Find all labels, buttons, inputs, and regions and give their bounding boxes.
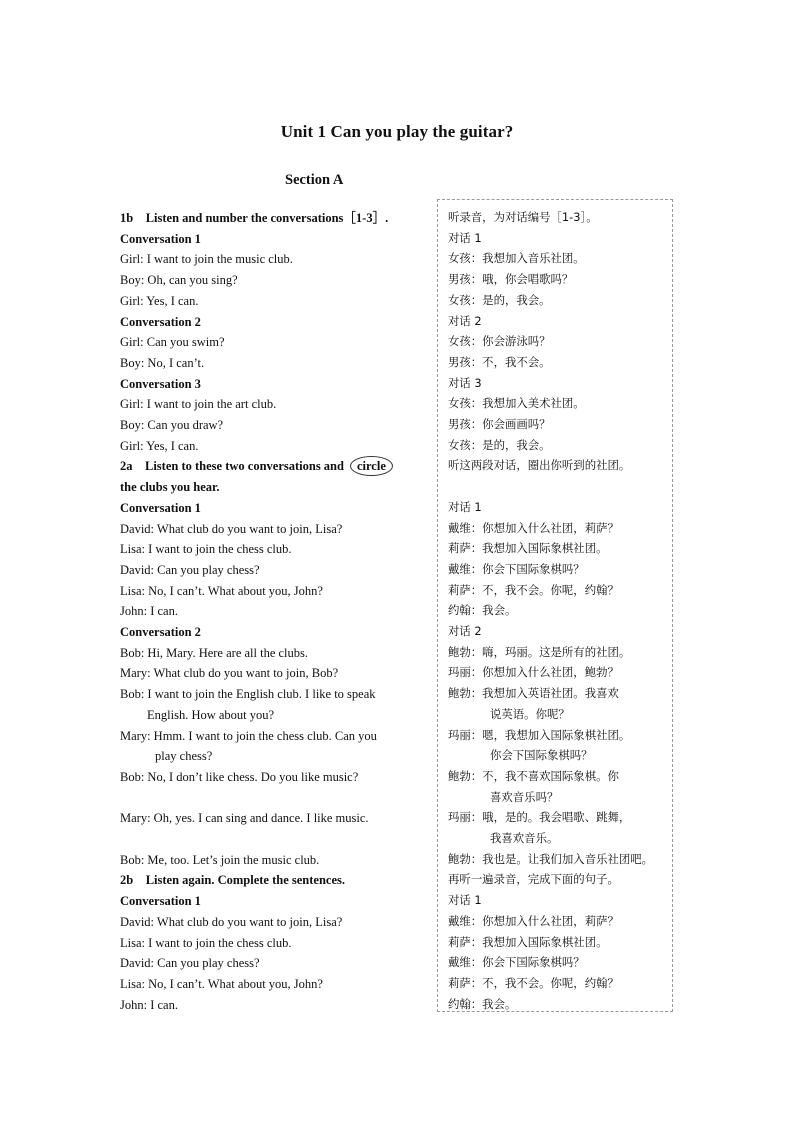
dialogue-line: Boy: Can you draw?	[120, 418, 224, 433]
dialogue-line: Lisa: I want to join the chess club.	[120, 542, 292, 557]
dialogue-line-cn: 女孩：是的，我会。	[448, 437, 551, 452]
dialogue-line-cn: 戴维：你会下国际象棋吗？	[448, 561, 585, 576]
dialogue-line: Girl: Can you swim?	[120, 335, 225, 350]
exercise-2a-translation: 听这两段对话，圈出你听到的社团。	[448, 458, 631, 473]
dialogue-line-cn: 戴维：你想加入什么社团，莉萨？	[448, 520, 619, 535]
dialogue-line-cn-continued: 喜欢音乐吗？	[490, 789, 559, 804]
exercise-2a-continuation: the clubs you hear.	[120, 480, 220, 495]
dialogue-line: Girl: I want to join the music club.	[120, 252, 293, 267]
spacer	[120, 829, 432, 850]
dialogue-line-cn: 鲍勃：我也是。让我们加入音乐社团吧。	[448, 851, 654, 866]
conversation-heading-cn: 对话 1	[448, 499, 482, 514]
dialogue-line: Bob: I want to join the English club. I like to speak	[120, 687, 376, 702]
exercise-2b-translation: 再听一遍录音，完成下面的句子。	[448, 872, 619, 887]
dialogue-line: Bob: No, I don’t like chess. Do you like music?	[120, 769, 359, 784]
spacer	[448, 476, 672, 497]
dialogue-line: David: Can you play chess?	[120, 562, 260, 577]
dialogue-line: Boy: Oh, can you sing?	[120, 273, 238, 288]
exercise-2a-instruction	[120, 456, 432, 477]
dialogue-line: Girl: Yes, I can.	[120, 438, 199, 453]
dialogue-line-continued: English. How about you?	[147, 707, 275, 722]
dialogue-line: Lisa: No, I can’t. What about you, John?	[120, 976, 323, 991]
dialogue-line-cn: 女孩：你会游泳吗？	[448, 334, 551, 349]
conversation-heading-cn: 对话 1	[448, 230, 482, 245]
conversation-heading-cn: 对话 3	[448, 375, 482, 390]
dialogue-line: Mary: Hmm. I want to join the chess club. Can you	[120, 728, 377, 743]
dialogue-line: Bob: Hi, Mary. Here are all the clubs.	[120, 645, 309, 660]
dialogue-line-cn: 玛丽：你想加入什么社团，鲍勃？	[448, 665, 619, 680]
dialogue-line-cn: 鲍勃：不，我不喜欢国际象棋。你	[448, 768, 619, 783]
dialogue-line: Bob: Me, too. Let’s join the music club.	[120, 852, 320, 867]
conversation-heading-cn: 对话 2	[448, 624, 482, 639]
conversation-heading: Conversation 1	[120, 894, 201, 909]
dialogue-line-cn: 戴维：你会下国际象棋吗？	[448, 955, 585, 970]
conversation-heading: Conversation 2	[120, 625, 201, 640]
dialogue-line: David: What club do you want to join, Lisa?	[120, 914, 343, 929]
section-heading: Section A	[285, 172, 344, 188]
dialogue-line: Girl: Yes, I can.	[120, 293, 199, 308]
dialogue-line: Mary: What club do you want to join, Bob?	[120, 666, 339, 681]
exercise-2a-text: 2a Listen to these two conversations and	[120, 459, 344, 474]
dialogue-line: Lisa: I want to join the chess club.	[120, 935, 292, 950]
dialogue-line-cn: 女孩：我想加入美术社团。	[448, 396, 585, 411]
dialogue-line-cn: 鲍勃：我想加入英语社团。我喜欢	[448, 686, 619, 701]
dialogue-line: David: Can you play chess?	[120, 956, 260, 971]
dialogue-line: Mary: Oh, yes. I can sing and dance. I like music.	[120, 811, 369, 826]
dialogue-line-cn: 莉萨：我想加入国际象棋社团。	[448, 934, 608, 949]
dialogue-line-cn: 男孩：哦，你会唱歌吗？	[448, 272, 574, 287]
dialogue-line: Girl: I want to join the art club.	[120, 397, 277, 412]
dialogue-line-cn: 戴维：你想加入什么社团，莉萨？	[448, 913, 619, 928]
chinese-translation-box	[437, 199, 673, 1012]
dialogue-line-cn: 鲍勃：嗨，玛丽。这是所有的社团。	[448, 644, 631, 659]
page-title: Unit 1 Can you play the guitar?	[280, 122, 514, 141]
dialogue-line-cn: 约翰：我会。	[448, 603, 517, 618]
conversation-heading: Conversation 3	[120, 376, 201, 391]
dialogue-line-cn: 男孩：你会画画吗？	[448, 417, 551, 432]
conversation-heading: Conversation 1	[120, 231, 201, 246]
spacer	[120, 788, 432, 809]
dialogue-line-cn: 男孩：不，我不会。	[448, 354, 551, 369]
dialogue-line: John: I can.	[120, 997, 178, 1012]
dialogue-line-cn: 莉萨：不，我不会。你呢，约翰？	[448, 976, 619, 990]
dialogue-line: Boy: No, I can’t.	[120, 355, 205, 370]
dialogue-line: Lisa: No, I can’t. What about you, John?	[120, 583, 323, 598]
conversation-heading: Conversation 2	[120, 314, 201, 329]
dialogue-line-cn: 莉萨：不，我不会。你呢，约翰？	[448, 582, 619, 597]
dialogue-line: John: I can.	[120, 604, 178, 619]
dialogue-line-cn-continued: 我喜欢音乐。	[490, 831, 559, 846]
conversation-heading: Conversation 1	[120, 500, 201, 515]
dialogue-line: David: What club do you want to join, Lisa?	[120, 521, 343, 536]
dialogue-line-cn-continued: 你会下国际象棋吗？	[490, 748, 593, 763]
dialogue-line-cn: 约翰：我会。	[448, 996, 517, 1011]
conversation-heading-cn: 对话 2	[448, 313, 482, 328]
dialogue-line-cn: 玛丽：嗯，我想加入国际象棋社团。	[448, 727, 631, 742]
dialogue-line-continued: play chess?	[155, 749, 213, 764]
exercise-1b-translation: 听录音，为对话编号［1-3］。	[448, 210, 598, 224]
exercise-2b-instruction: 2b Listen again. Complete the sentences.	[120, 873, 345, 888]
dialogue-line-cn: 女孩：我想加入音乐社团。	[448, 251, 585, 266]
dialogue-line-cn-continued: 说英语。你呢？	[490, 706, 570, 721]
exercise-1b-instruction: 1b Listen and number the conversations［1-3］.	[120, 211, 389, 225]
conversation-heading-cn: 对话 1	[448, 893, 482, 908]
circle-word: circle	[350, 456, 393, 476]
english-column	[120, 208, 432, 1015]
dialogue-line-cn: 莉萨：我想加入国际象棋社团。	[448, 541, 608, 556]
dialogue-line-cn: 玛丽：哦，是的。我会唱歌、跳舞，	[448, 810, 631, 825]
dialogue-line-cn: 女孩：是的，我会。	[448, 292, 551, 307]
